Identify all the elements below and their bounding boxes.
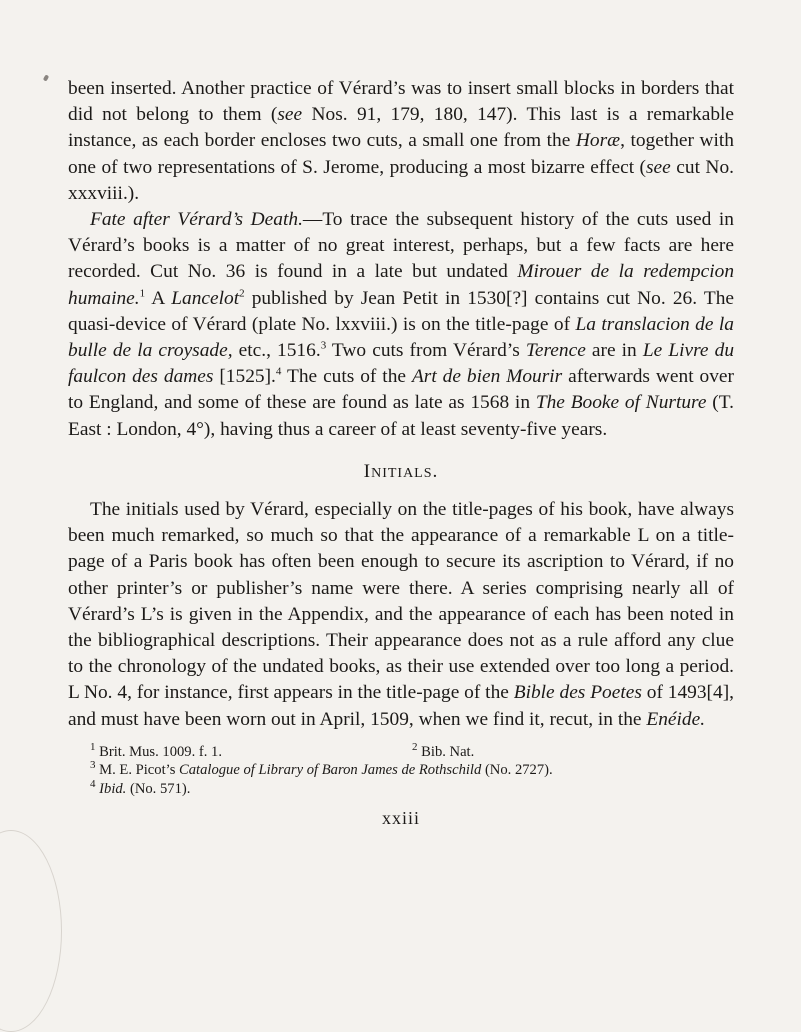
italic-text: Lancelot xyxy=(171,287,240,309)
footnote-ref: 3 xyxy=(320,339,327,352)
text-run: A xyxy=(145,287,172,309)
text-run: cut No. xxxviii.). xyxy=(68,156,734,204)
footnote-ref: 2 xyxy=(239,287,245,300)
text-run: of 1493[4], and must have been worn out in April, 1509, when we find it, recut, in the xyxy=(68,682,735,730)
section-heading-initials: Initials. xyxy=(363,460,439,482)
footnote-row-1-2 xyxy=(68,743,734,762)
paragraph-initials xyxy=(68,497,734,733)
footnote-2: $^2$ Bib. Nat. xyxy=(412,741,475,760)
text-run: afterwards went over to England, and some of these are found as late as 1568 in xyxy=(68,366,734,414)
text-run: etc., 1516. xyxy=(232,340,321,362)
footnotes xyxy=(68,743,734,799)
text-run: published by Jean Petit in 1530[?] contains cut No. 26. The quasi-device of Vérard (plate No. lxxviii.) is on the title-page of xyxy=(68,287,734,335)
footnote-3: $^3$ M. E. Picot’s Catalogue of Library of Baron James de Rothschild (No. 2727). xyxy=(90,759,553,779)
italic-text: Horæ xyxy=(575,130,621,152)
page-edge-shadow xyxy=(0,830,62,1032)
italic-text: Fate after Vérard’s Death. xyxy=(90,209,303,231)
text-run: been inserted. Another practice of Vérard’s was to insert small blocks in borders that did not belong to them ( xyxy=(68,78,734,126)
italic-text: La translacion de la bulle de la croysade, xyxy=(68,313,734,362)
italic-text: Terence xyxy=(525,340,586,362)
italic-text: Bible des Poetes xyxy=(513,682,642,704)
text-run: (T. East : London, 4°), having thus a career of at least seventy-five years. xyxy=(68,392,734,440)
footnote-4: $^4$ Ibid. (No. 571). xyxy=(90,778,191,798)
italic-text: Enéide. xyxy=(646,708,706,730)
italic-text: Art de bien Mourir xyxy=(411,366,563,388)
italic-text: Mirouer de la redempcion humaine. xyxy=(68,261,735,309)
italic-text: see xyxy=(646,156,671,178)
footnote-1: $^1$ Brit. Mus. 1009. f. 1. xyxy=(90,741,222,760)
text-run: The initials used by Vérard, especially on the title-pages of his book, have always been much remarked, so much so that the appearance of a remarkable L on a title-page of a Paris book has often been enough to secure its ascription to Vérard, if no other printer’s or publisher’s name were there. A series comprising nearly all of Vérard’s L’s is given in the Appendix, and the appearance of each has been noted in the bibliographical descriptions. Their appearance does not as a rule afford any clue to the chronology of the undated books, as their use extended over too long a period. L No. 4, for instance, first appears in the title-page of the xyxy=(68,499,734,704)
italic-text: The Booke of Nurture xyxy=(535,392,707,414)
paragraph-fate-after-death xyxy=(68,207,734,443)
text-run: —To trace the subsequent history of the cuts used in Vérard’s books is a matter of no great interest, perhaps, but a few facts are here recorded. Cut No. 36 is found in a late but undated xyxy=(68,209,735,283)
text-run: Nos. 91, 179, 180, 147). This last is a remarkable instance, as each border encloses two cuts, a small one from the xyxy=(68,104,735,152)
text-run: , together with one of two representations of S. Jerome, producing a most bizarre effect ( xyxy=(68,130,734,178)
italic-text: see xyxy=(277,104,303,126)
page-number: xxiii xyxy=(381,807,420,828)
margin-mark xyxy=(43,74,49,81)
page-body xyxy=(68,76,734,831)
paragraph-verard-practice xyxy=(68,76,734,207)
text-run: The cuts of the xyxy=(281,366,412,388)
text-run: are in xyxy=(585,340,643,362)
text-run: Two cuts from Vérard’s xyxy=(326,340,526,362)
italic-text: Le Livre du faulcon des dames xyxy=(68,340,735,388)
footnote-ref: 1 xyxy=(139,287,146,300)
text-run: [1525]. xyxy=(213,366,276,388)
footnote-ref: 4 xyxy=(275,365,282,378)
